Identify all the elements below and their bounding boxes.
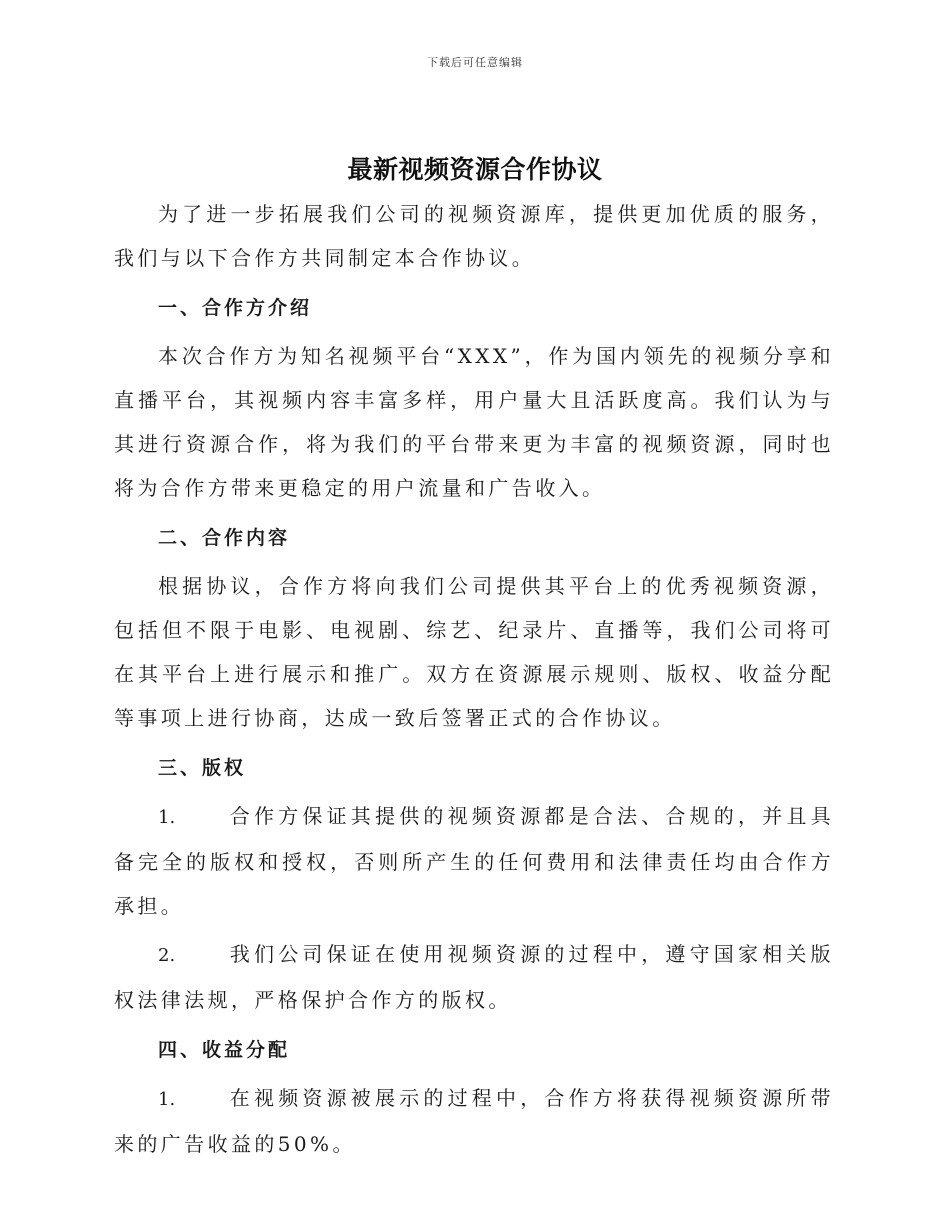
list-item-number: 1. (158, 807, 176, 828)
list-item-text: 合作方保证其提供的视频资源都是合法、合规的，并且具备完全的版权和授权，否则所产生的任何费用和法律责任均由合作方承担。 (114, 804, 834, 918)
list-item (114, 932, 834, 1022)
list-item-text: 在视频资源被展示的过程中，合作方将获得视频资源所带来的广告收益的50%。 (114, 1086, 834, 1156)
list-item (114, 794, 834, 928)
section-heading-2: 二、合作内容 (158, 527, 291, 549)
list-item-number: 1. (158, 1089, 176, 1110)
intro-paragraph: 为了进一步拓展我们公司的视频资源库，提供更加优质的服务，我们与以下合作方共同制定本合作协议。 (114, 202, 834, 270)
document-body (114, 192, 834, 1168)
section-heading-3: 三、版权 (158, 757, 247, 779)
header-note: 下载后可任意编辑 (427, 56, 523, 69)
list-item-number: 2. (158, 945, 176, 966)
list-item (114, 1076, 834, 1166)
list-item-text: 我们公司保证在使用视频资源的过程中，遵守国家相关版权法律法规，严格保护合作方的版权。 (114, 942, 834, 1012)
section-1-paragraph: 本次合作方为知名视频平台“XXX”，作为国内领先的视频分享和直播平台，其视频内容丰富多样，用户量大且活跃度高。我们认为与其进行资源合作，将为我们的平台带来更为丰富的视频资源，同时也将为合作方带来更稳定的用户流量和广告收入。 (114, 344, 834, 500)
section-heading-1: 一、合作方介绍 (158, 297, 313, 319)
section-2-paragraph: 根据协议，合作方将向我们公司提供其平台上的优秀视频资源，包括但不限于电影、电视剧、综艺、纪录片、直播等，我们公司将可在其平台上进行展示和推广。双方在资源展示规则、版权、收益分配等事项上进行协商，达成一致后签署正式的合作协议。 (114, 574, 834, 730)
document-title: 最新视频资源合作协议 (347, 155, 603, 184)
section-heading-4: 四、收益分配 (158, 1039, 291, 1061)
